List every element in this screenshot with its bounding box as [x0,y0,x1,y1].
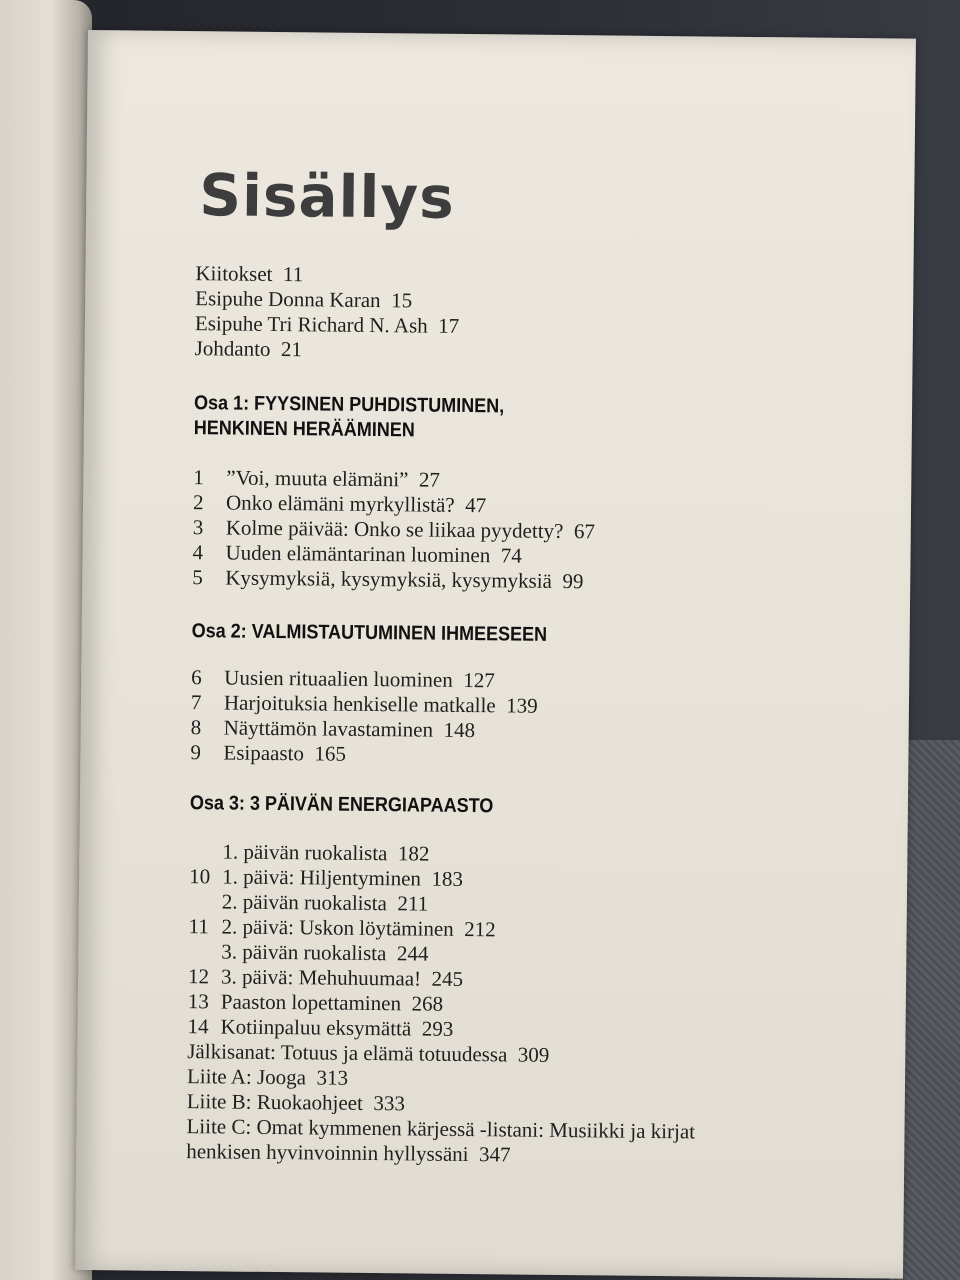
list-item: 9 Esipaasto 165 [190,740,347,766]
list-item: Jälkisanat: Totuus ja elämä totuudessa 309 [187,1039,550,1067]
list-item: 1 ”Voi, muuta elämäni” 27 [193,465,441,492]
part-2-heading: Osa 2: VALMISTAUTUMINEN IHMEESEEN [191,620,548,646]
list-item: 1. päivän ruokalista 182 [222,839,430,866]
part-2-chapter-list [190,665,538,769]
list-item: Liite A: Jooga 313 [186,1064,349,1090]
list-item: 2. päivän ruokalista 211 [221,889,429,916]
page-title: Sisällys [198,161,456,232]
list-item: 11 2. päivä: Uskon löytäminen 212 [188,914,496,942]
list-item: 4 Uuden elämäntarinan luominen 74 [192,540,522,568]
part-3-chapter-list [187,839,496,1042]
list-item: 7 Harjoituksia henkiselle matkalle 139 [190,690,538,718]
part-3-heading: Osa 3: 3 PÄIVÄN ENERGIAPAASTO [189,792,494,818]
list-item: 13 Paaston lopettaminen 268 [187,989,444,1016]
front-matter-list [195,261,460,364]
list-item: 3. päivän ruokalista 244 [221,939,429,966]
book-page [75,30,916,1279]
list-item: 8 Näyttämön lavastaminen 148 [190,715,476,743]
back-matter-list [186,1039,727,1170]
list-item: 6 Uusien rituaalien luominen 127 [191,665,495,693]
list-item: 12 3. päivä: Mehuhuumaa! 245 [187,964,464,991]
list-item: 3 Kolme päivää: Onko se liikaa pyydetty? 67 [192,515,596,544]
list-item: Liite B: Ruokaohjeet 333 [186,1089,406,1116]
table-of-contents [186,31,858,1167]
list-item: Esipuhe Donna Karan 15 [195,286,413,313]
list-item: 5 Kysymyksiä, kysymyksiä, kysymyksiä 99 [192,565,584,594]
list-item: 10 1. päivä: Hiljentyminen 183 [189,864,464,891]
list-item: 2 Onko elämäni myrkyllistä? 47 [192,490,487,518]
list-item: 14 Kotiinpaluu eksymättä 293 [187,1014,454,1041]
part-1-chapter-list [192,465,595,594]
part-1-heading: Osa 1: FYYSINEN PUHDISTUMINEN, HENKINEN HERÄÄMINEN [193,392,505,442]
list-item: Johdanto 21 [194,336,303,362]
list-item: Kiitokset 11 [195,261,304,287]
list-item: Liite C: Omat kymmenen kärjessä -listani: Musiikki ja kirjat henkisen hyvinvoinnin hyllyssäni 347 [186,1114,696,1167]
list-item: Esipuhe Tri Richard N. Ash 17 [194,311,460,338]
